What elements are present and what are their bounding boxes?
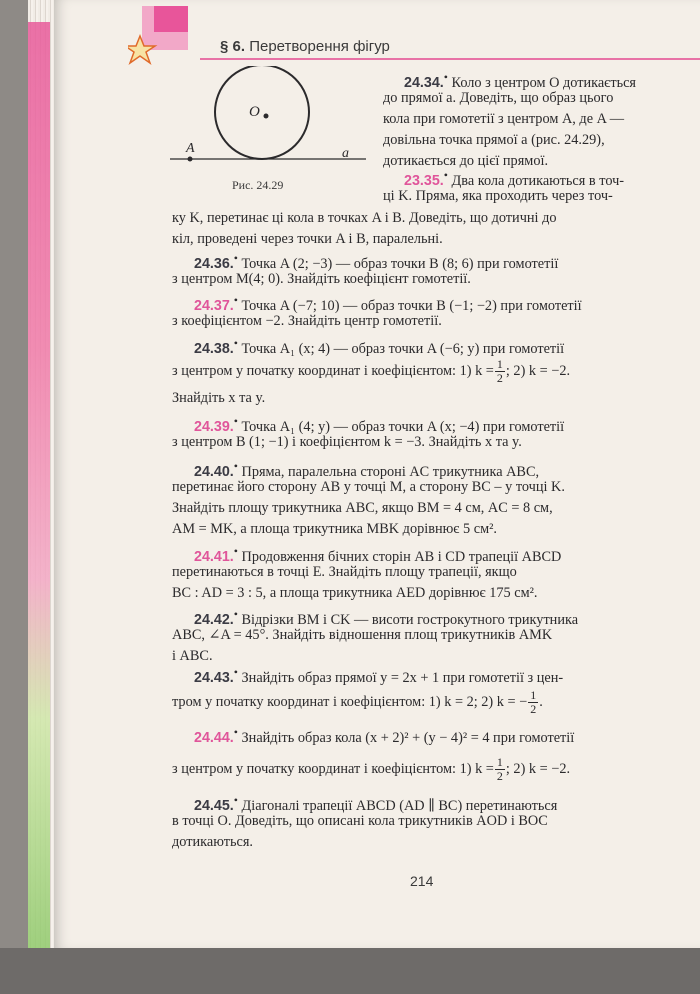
text-part: з центром у початку координат і коефіцієнтом: 1) k = xyxy=(172,760,494,777)
text-part: ; 2) k = −2. xyxy=(505,362,571,379)
center-label: O xyxy=(249,104,260,120)
problem-24-42-line-1: 24.42.• Відрізки BM і CK — висоти гострокутного трикутника xyxy=(194,607,579,628)
problem-number: 24.43. xyxy=(194,669,234,686)
figure-caption: Рис. 24.29 xyxy=(232,178,284,192)
fraction-denominator: 2 xyxy=(530,702,537,716)
problem-number: 23.35. xyxy=(404,172,444,189)
problem-24-40-line-4: AM = MK, а площа трикутника MBK дорівнює 5 см². xyxy=(172,521,497,537)
problem-23-35-line-4: кіл, проведені через точки A і B, паралельні. xyxy=(172,231,443,247)
problem-24-42-line-3: і ABC. xyxy=(172,648,213,664)
problem-number: 24.34. xyxy=(404,74,444,91)
section-title: Перетворення фігур xyxy=(249,38,390,55)
point-a xyxy=(188,157,193,162)
problem-text: Два кола дотикаються в точ- xyxy=(451,172,625,189)
fraction xyxy=(495,756,505,783)
problem-number: 24.36. xyxy=(194,255,234,272)
problem-number: 24.44. xyxy=(194,729,234,746)
line-label: a xyxy=(342,146,349,161)
problem-24-34-line-1: 24.34.• Коло з центром O дотикається xyxy=(404,70,637,91)
problem-number: 24.38. xyxy=(194,340,234,357)
problem-24-38-line-1: 24.38.• Точка A₁ (x; 4) — образ точки A (−6; y) при гомотетії xyxy=(194,336,565,357)
circle xyxy=(215,66,309,159)
problem-text: Точка A₁ (4; y) — образ точки A (x; −4) при гомотетії xyxy=(241,418,565,435)
star-logo-icon xyxy=(128,6,192,68)
problem-23-35-line-3: ку K, перетинає ці кола в точках A і B. Доведіть, що дотичні до xyxy=(172,210,557,226)
problem-24-37-line-2: з коефіцієнтом −2. Знайдіть центр гомотетії. xyxy=(172,313,442,329)
problem-text: Точка A (−7; 10) — образ точки B (−1; −2) при гомотетії xyxy=(241,297,582,314)
problem-number: 24.42. xyxy=(194,611,234,628)
problem-24-38-line-2 xyxy=(172,358,570,385)
fraction-denominator: 2 xyxy=(496,371,503,385)
problem-24-45-line-2: в точці O. Доведіть, що описані кола трикутників AOD і BOC xyxy=(172,813,548,829)
problem-24-44-line-1: 24.44.• Знайдіть образ кола (x + 2)² + (y − 4)² = 4 при гомотетії xyxy=(194,725,575,746)
problem-text: Продовження бічних сторін AB і CD трапеції ABCD xyxy=(241,548,562,565)
problem-24-43-line-1: 24.43.• Знайдіть образ прямої y = 2x + 1 при гомотетії з цен- xyxy=(194,665,564,686)
problem-24-36-line-1: 24.36.• Точка A (2; −3) — образ точки B (8; 6) при гомотетії xyxy=(194,251,559,272)
problem-24-40-line-1: 24.40.• Пряма, паралельна стороні AC трикутника ABC, xyxy=(194,459,540,480)
problem-24-34-line-3: кола при гомотетії з центром A, де A — xyxy=(383,111,625,127)
page-number: 214 xyxy=(410,873,434,889)
fraction-denominator: 2 xyxy=(496,769,503,783)
problem-24-41-line-2: перетинаються в точці E. Знайдіть площу трапеції, якщо xyxy=(172,564,517,580)
scan-shadow xyxy=(0,948,700,994)
fraction-numerator: 1 xyxy=(496,357,503,371)
fraction xyxy=(495,358,505,385)
fraction-numerator: 1 xyxy=(530,688,537,702)
running-header xyxy=(220,38,390,55)
figure-24-29 xyxy=(170,66,366,186)
problem-text: Відрізки BM і CK — висоти гострокутного трикутника xyxy=(241,611,579,628)
fraction xyxy=(528,689,538,716)
problem-24-37-line-1: 24.37.• Точка A (−7; 10) — образ точки B (−1; −2) при гомотетії xyxy=(194,293,582,314)
problem-number: 24.41. xyxy=(194,548,234,565)
problem-24-34-line-2: до прямої a. Доведіть, що образ цього xyxy=(383,90,614,106)
fraction-numerator: 1 xyxy=(496,755,503,769)
problem-number: 24.39. xyxy=(194,418,234,435)
problem-text: Пряма, паралельна стороні AC трикутника ABC, xyxy=(241,463,540,480)
problem-text: Діагоналі трапеції ABCD (AD ∥ BC) перетинаються xyxy=(241,797,558,814)
problem-24-40-line-2: перетинає його сторону AB у точці M, а сторону BC – у точці K. xyxy=(172,479,565,495)
problem-24-34-line-5: дотикається до цієї прямої. xyxy=(383,153,549,169)
problem-24-34-line-4: довільна точка прямої a (рис. 24.29), xyxy=(383,132,605,148)
problem-23-35-line-1: 23.35.• Два кола дотикаються в точ- xyxy=(404,168,625,189)
center-point xyxy=(264,114,269,119)
problem-24-44-line-2 xyxy=(172,756,570,783)
text-part: тром у початку координат і коефіцієнтом: 1) k = 2; 2) k = − xyxy=(172,693,528,710)
text-part: ; 2) k = −2. xyxy=(505,760,571,777)
point-label: A xyxy=(186,141,195,156)
problem-23-35-line-2: ці K. Пряма, яка проходить через точ- xyxy=(383,188,613,204)
problem-text: Точка A₁ (x; 4) — образ точки A (−6; y) при гомотетії xyxy=(241,340,565,357)
problem-number: 24.45. xyxy=(194,797,234,814)
problem-number: 24.40. xyxy=(194,463,234,480)
problem-24-41-line-3: BC : AD = 3 : 5, а площа трикутника AED дорівнює 175 см². xyxy=(172,585,538,601)
text-part: . xyxy=(539,693,543,710)
text-part: з центром у початку координат і коефіцієнтом: 1) k = xyxy=(172,362,494,379)
problem-24-38-line-3: Знайдіть x та y. xyxy=(172,390,266,406)
problem-text: Знайдіть образ кола (x + 2)² + (y − 4)² = 4 при гомотетії xyxy=(241,729,575,746)
problem-24-45-line-1: 24.45.• Діагоналі трапеції ABCD (AD ∥ BC) перетинаються xyxy=(194,793,558,814)
problem-24-39-line-1: 24.39.• Точка A₁ (4; y) — образ точки A (x; −4) при гомотетії xyxy=(194,414,565,435)
problem-24-43-line-2 xyxy=(172,689,543,716)
section-number: § 6. xyxy=(220,38,246,55)
page-edge-color-band xyxy=(28,22,50,952)
problem-24-36-line-2: з центром M(4; 0). Знайдіть коефіцієнт гомотетії. xyxy=(172,271,471,287)
header-rule xyxy=(200,58,700,60)
problem-24-41-line-1: 24.41.• Продовження бічних сторін AB і CD трапеції ABCD xyxy=(194,544,562,565)
problem-text: Коло з центром O дотикається xyxy=(451,74,637,91)
problem-number: 24.37. xyxy=(194,297,234,314)
problem-text: Точка A (2; −3) — образ точки B (8; 6) при гомотетії xyxy=(241,255,559,272)
problem-24-45-line-3: дотикаються. xyxy=(172,834,253,850)
problem-24-42-line-2: ABC, ∠A = 45°. Знайдіть відношення площ трикутників AMK xyxy=(172,627,553,643)
problem-text: Знайдіть образ прямої y = 2x + 1 при гомотетії з цен- xyxy=(241,669,564,686)
problem-24-39-line-2: з центром B (1; −1) і коефіцієнтом k = −3. Знайдіть x та y. xyxy=(172,434,522,450)
problem-24-40-line-3: Знайдіть площу трикутника ABC, якщо BM = 4 см, AC = 8 см, xyxy=(172,500,553,516)
